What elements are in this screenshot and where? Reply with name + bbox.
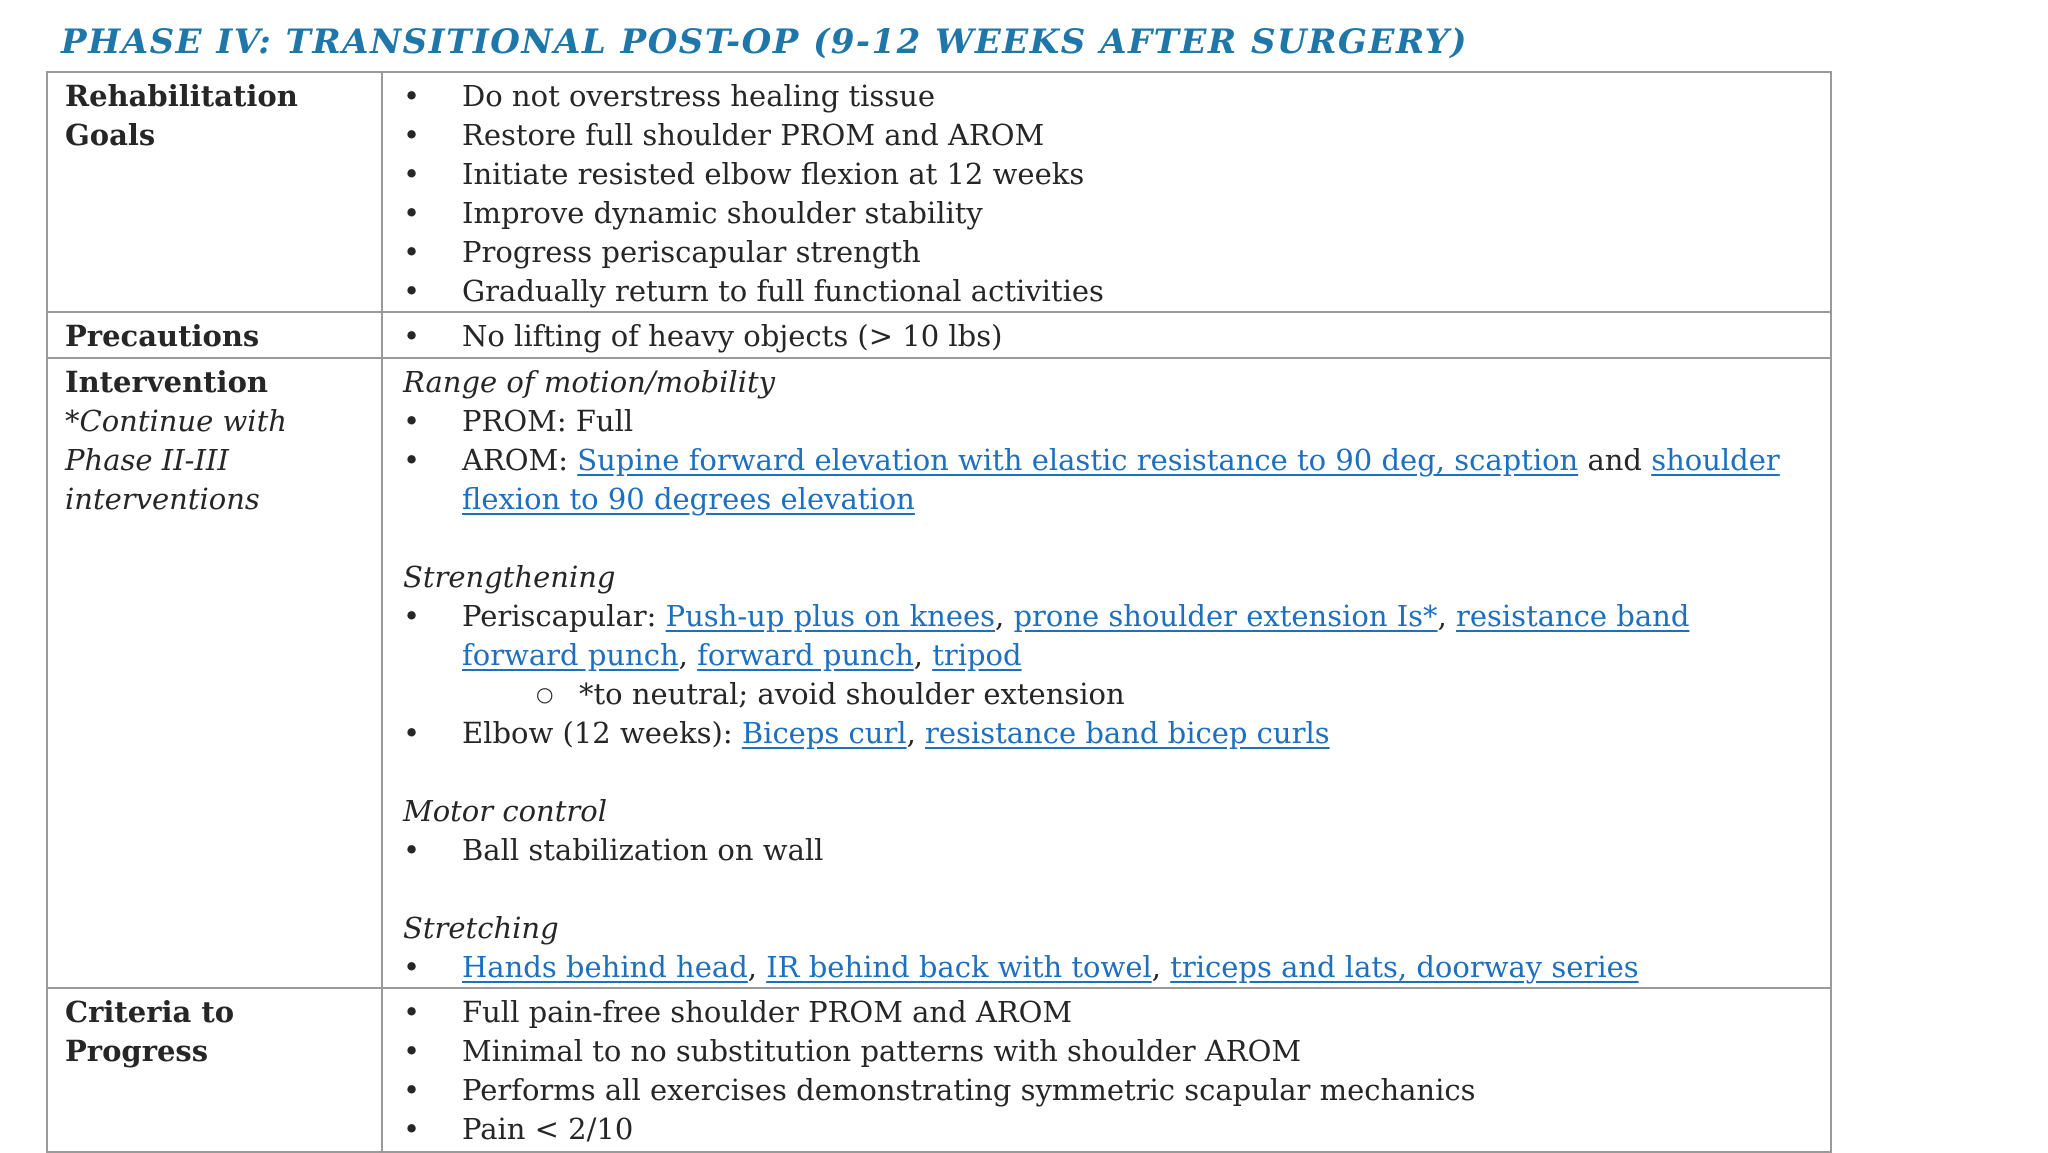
row-content-cell	[382, 358, 1831, 988]
goals-list	[403, 77, 1810, 311]
row-label-goals: Rehabilitation Goals	[65, 79, 298, 152]
exercise-link[interactable]: resistance band forward punch	[462, 599, 1690, 672]
list-item: • Do not overstress healing tissue	[403, 77, 1810, 116]
protocol-table	[46, 71, 1832, 1153]
table-row-criteria	[47, 988, 1831, 1152]
exercise-link[interactable]: Biceps curl	[741, 716, 907, 750]
arom-prefix: AROM:	[462, 443, 578, 477]
list-item: • Minimal to no substitution patterns with shoulder AROM	[403, 1032, 1810, 1071]
motor-control-list	[403, 831, 1810, 870]
exercise-link[interactable]: prone shoulder extension Is*	[1013, 599, 1438, 633]
row-label-cell	[47, 72, 382, 312]
row-label-criteria: Criteria to Progress	[65, 995, 235, 1068]
table-row-precautions	[47, 312, 1831, 358]
list-item: • Periscapular: Push-up plus on knees, prone shoulder extension Is*, resistance band forward punch, forward punch, tripod ○ *to neutral; avoid shoulder extension	[403, 597, 1810, 714]
list-item: • Hands behind head, IR behind back with towel, triceps and lats, doorway series	[403, 948, 1810, 987]
exercise-link[interactable]: Hands behind head	[462, 950, 748, 984]
list-item: • Performs all exercises demonstrating symmetric scapular mechanics	[403, 1071, 1810, 1110]
section-heading-motor-control: Motor control	[403, 794, 607, 828]
section-heading-stretching: Stretching	[403, 911, 559, 945]
precautions-list	[403, 317, 1810, 356]
list-subitem: ○ *to neutral; avoid shoulder extension	[462, 675, 1810, 714]
list-item: • Pain < 2/10	[403, 1110, 1810, 1149]
exercise-link[interactable]: resistance band bicep curls	[925, 716, 1330, 750]
row-label-cell	[47, 312, 382, 358]
table-row-goals	[47, 72, 1831, 312]
list-item: • Initiate resisted elbow flexion at 12 weeks	[403, 155, 1810, 194]
list-item: • Full pain-free shoulder PROM and AROM	[403, 993, 1810, 1032]
exercise-link[interactable]: Push-up plus on knees	[665, 599, 996, 633]
row-content-cell	[382, 312, 1831, 358]
intervention-note: *Continue with Phase II-III interventions	[65, 404, 287, 516]
exercise-link[interactable]: shoulder flexion to 90 degrees elevation	[462, 443, 1780, 516]
periscapular-prefix: Periscapular:	[462, 599, 666, 633]
spacer	[403, 870, 1810, 909]
list-item: • Improve dynamic shoulder stability	[403, 194, 1810, 233]
row-content-cell	[382, 72, 1831, 312]
list-item: • Progress periscapular strength	[403, 233, 1810, 272]
table-row-intervention	[47, 358, 1831, 988]
row-label-cell	[47, 988, 382, 1152]
exercise-link[interactable]: triceps and lats, doorway series	[1170, 950, 1639, 984]
arom-joiner: and	[1578, 443, 1652, 477]
exercise-link[interactable]: forward punch	[697, 638, 914, 672]
row-label-precautions: Precautions	[65, 319, 260, 353]
spacer	[403, 519, 1810, 558]
section-heading-strengthening: Strengthening	[403, 560, 616, 594]
stretching-list	[403, 948, 1810, 987]
row-label-intervention: Intervention	[65, 365, 268, 399]
list-item: • Restore full shoulder PROM and AROM	[403, 116, 1810, 155]
elbow-prefix: Elbow (12 weeks):	[462, 716, 742, 750]
phase-title: PHASE IV: TRANSITIONAL POST-OP (9-12 WEEKS AFTER SURGERY)	[61, 22, 1468, 62]
row-label-cell	[47, 358, 382, 988]
list-item: • Elbow (12 weeks): Biceps curl, resistance band bicep curls	[403, 714, 1810, 753]
spacer	[403, 753, 1810, 792]
list-item	[403, 441, 1810, 519]
exercise-link[interactable]: tripod	[932, 638, 1022, 672]
list-item: • Ball stabilization on wall	[403, 831, 1810, 870]
rom-list	[403, 402, 1810, 519]
list-item: • Gradually return to full functional activities	[403, 272, 1810, 311]
section-heading-rom: Range of motion/mobility	[403, 365, 776, 399]
row-content-cell	[382, 988, 1831, 1152]
strengthening-list	[403, 597, 1810, 753]
periscapular-sublist	[462, 675, 1810, 714]
list-item: • PROM: Full	[403, 402, 1810, 441]
list-item: • No lifting of heavy objects (> 10 lbs)	[403, 317, 1810, 356]
exercise-link[interactable]: Supine forward elevation with elastic resistance to 90 deg, scaption	[577, 443, 1579, 477]
exercise-link[interactable]: IR behind back with towel	[766, 950, 1152, 984]
criteria-list	[403, 993, 1810, 1149]
